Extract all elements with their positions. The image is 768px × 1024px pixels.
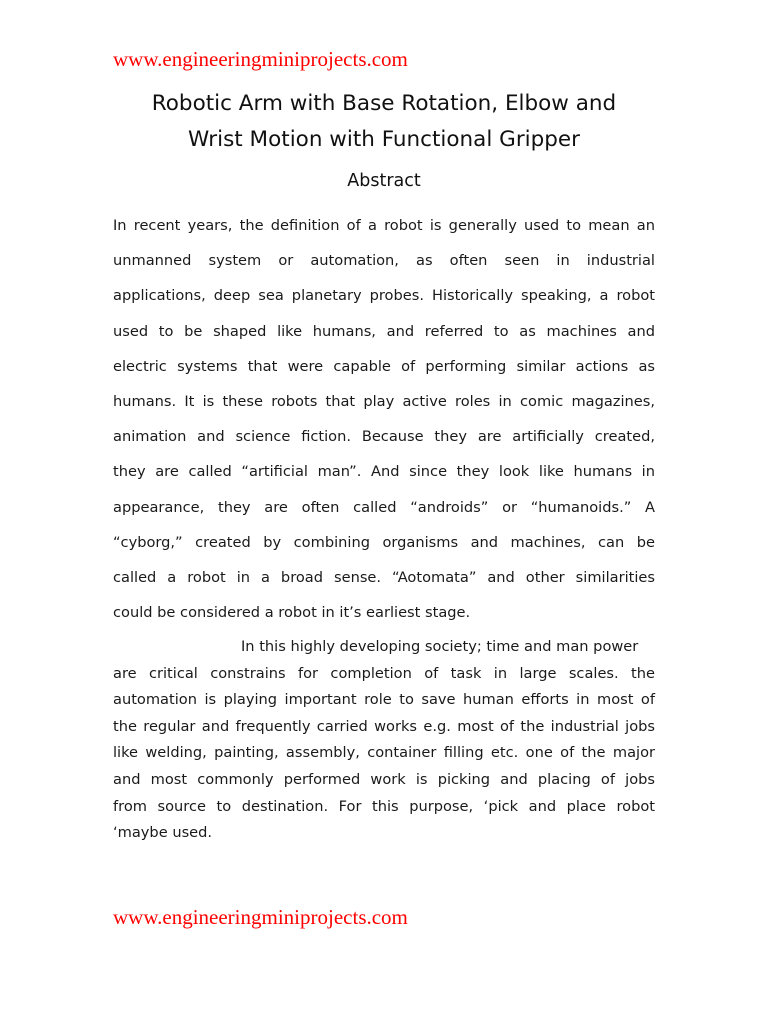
title-line: Wrist Motion with Functional Gripper (187, 127, 580, 152)
paragraph-line: applications, deep sea planetary probes. Historically speaking, a robot (113, 287, 655, 305)
header-site-link[interactable]: www.engineeringminiprojects.com (113, 47, 408, 71)
paragraph-line: unmanned system or automation, as often seen in industrial (113, 252, 655, 270)
paragraph-line: electric systems that were capable of performing similar actions as (113, 357, 655, 375)
document-title (0, 86, 768, 158)
footer-site-link[interactable]: www.engineeringminiprojects.com (113, 905, 408, 929)
paragraph-line: and most commonly performed work is picking and placing of jobs (113, 770, 655, 788)
paragraph-line: are critical constrains for completion of task in large scales. the (113, 664, 655, 682)
paragraph-line: In recent years, the definition of a robot is generally used to mean an (113, 217, 655, 234)
title-line: Robotic Arm with Base Rotation, Elbow and (151, 91, 617, 116)
paragraph-line: they are called “artificial man”. And since they look like humans in (113, 463, 655, 481)
paragraph-line: from source to destination. For this purpose, ‘pick and place robot (113, 797, 655, 815)
paragraph-line: could be considered a robot in it’s earliest stage. (113, 604, 471, 622)
abstract-paragraph-1 (113, 211, 655, 633)
paragraph-line: animation and science fiction. Because they are artificially created, (113, 428, 655, 446)
paragraph-line: appearance, they are often called “androids” or “humanoids.” A (113, 498, 655, 516)
paragraph-line: In this highly developing society; time and man power (241, 638, 639, 655)
abstract-heading: Abstract (347, 171, 421, 191)
paragraph-line: like welding, painting, assembly, container filling etc. one of the major (113, 744, 655, 762)
paragraph-line: automation is playing important role to save human efforts in most of (113, 691, 655, 709)
paragraph-line: called a robot in a broad sense. “Aotomata” and other similarities (113, 568, 655, 586)
abstract-paragraph-2 (113, 635, 655, 848)
paragraph-line: humans. It is these robots that play active roles in comic magazines, (113, 392, 655, 410)
paragraph-line: “cyborg,” created by combining organisms and machines, can be (113, 533, 655, 551)
paragraph-line: ‘maybe used. (113, 824, 213, 842)
paragraph-line: used to be shaped like humans, and referred to as machines and (113, 322, 655, 340)
paragraph-line: the regular and frequently carried works e.g. most of the industrial jobs (113, 717, 655, 735)
